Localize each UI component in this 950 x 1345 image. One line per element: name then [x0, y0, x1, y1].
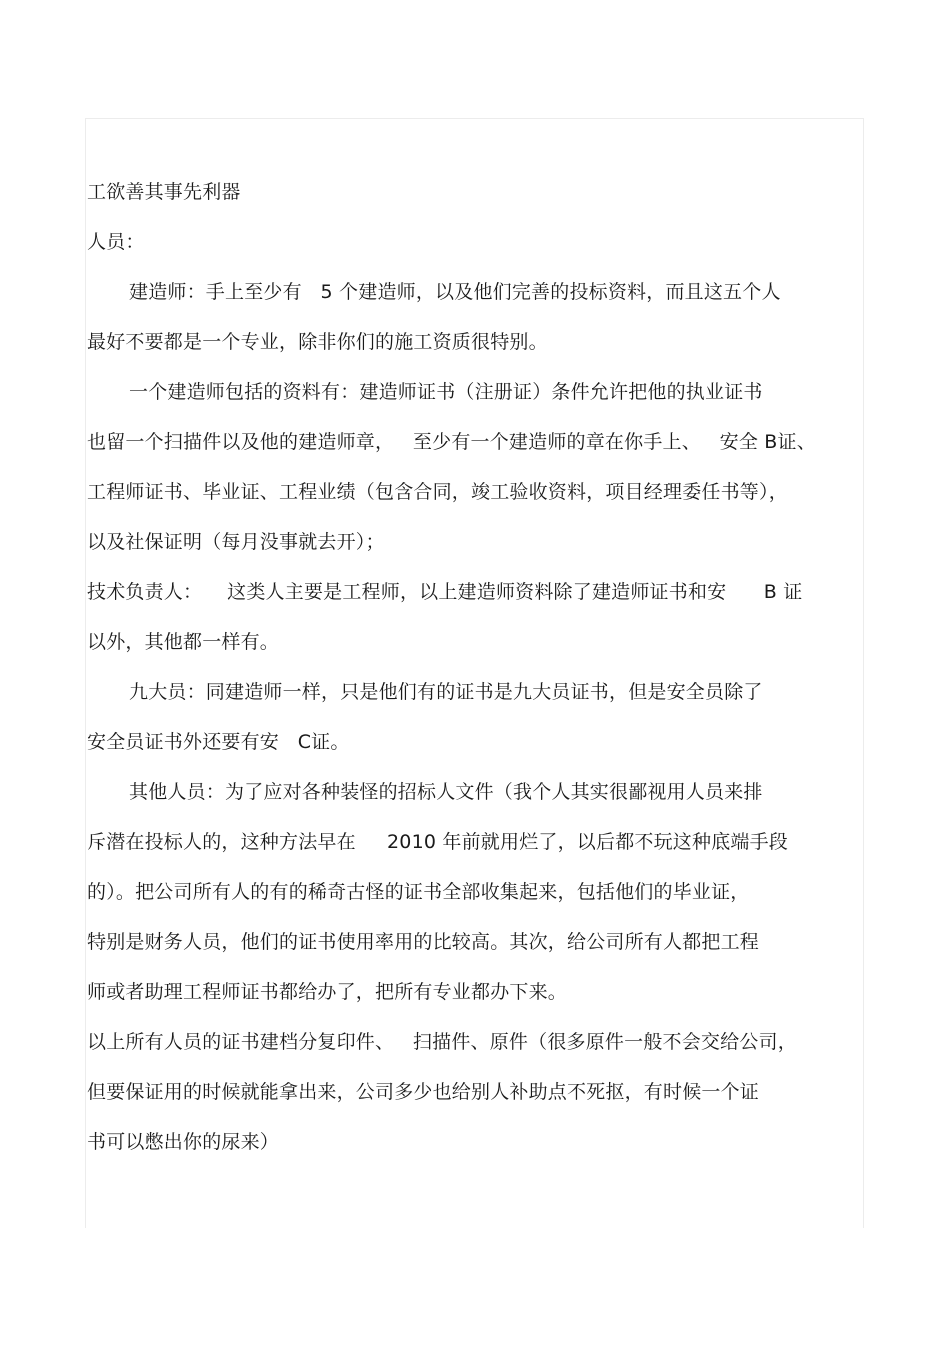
paragraph-line: 技术负责人： 这类人主要是工程师，以上建造师资料除了建造师证书和安 B 证: [87, 581, 803, 603]
paragraph-line: 九大员：同建造师一样，只是他们有的证书是九大员证书，但是安全员除了: [129, 681, 763, 703]
paragraph-line: 以上所有人员的证书建档分复印件、 扫描件、原件（很多原件一般不会交给公司，: [87, 1031, 797, 1053]
section-heading-personnel: 人员：: [87, 231, 145, 253]
paragraph-line: 其他人员：为了应对各种装怪的招标人文件（我个人其实很鄙视用人员来排: [129, 781, 763, 803]
paragraph-line: 斥潜在投标人的，这种方法早在 2010 年前就用烂了，以后都不玩这种底端手段: [87, 831, 788, 853]
paragraph-line: 师或者助理工程师证书都给办了，把所有专业都办下来。: [87, 981, 568, 1003]
paragraph-line: 以及社保证明（每月没事就去开）；: [87, 531, 385, 553]
paragraph-line: 但要保证用的时候就能拿出来，公司多少也给别人补助点不死抠，有时候一个证: [87, 1081, 760, 1103]
paragraph-line: 以外，其他都一样有。: [87, 631, 280, 653]
paragraph-line: 建造师：手上至少有 5 个建造师，以及他们完善的投标资料，而且这五个人: [129, 281, 781, 303]
paragraph-line: 安全员证书外还要有安 C证。: [87, 731, 350, 753]
paragraph-line: 工程师证书、毕业证、工程业绩（包含合同，竣工验收资料，项目经理委任书等），: [87, 481, 788, 503]
paragraph-line: 特别是财务人员，他们的证书使用率用的比较高。其次，给公司所有人都把工程: [87, 931, 760, 953]
paragraph-line: 一个建造师包括的资料有：建造师证书（注册证）条件允许把他的执业证书: [129, 381, 763, 403]
paragraph-line: 的）。把公司所有人的有的稀奇古怪的证书全部收集起来，包括他们的毕业证，: [87, 881, 750, 903]
paragraph-line: 也留一个扫描件以及他的建造师章， 至少有一个建造师的章在你手上、 安全 B证、: [87, 431, 816, 453]
document-title: 工欲善其事先利器: [87, 181, 241, 203]
paragraph-line: 最好不要都是一个专业，除非你们的施工资质很特别。: [87, 331, 548, 353]
paragraph-line: 书可以憋出你的尿来）: [87, 1131, 280, 1153]
